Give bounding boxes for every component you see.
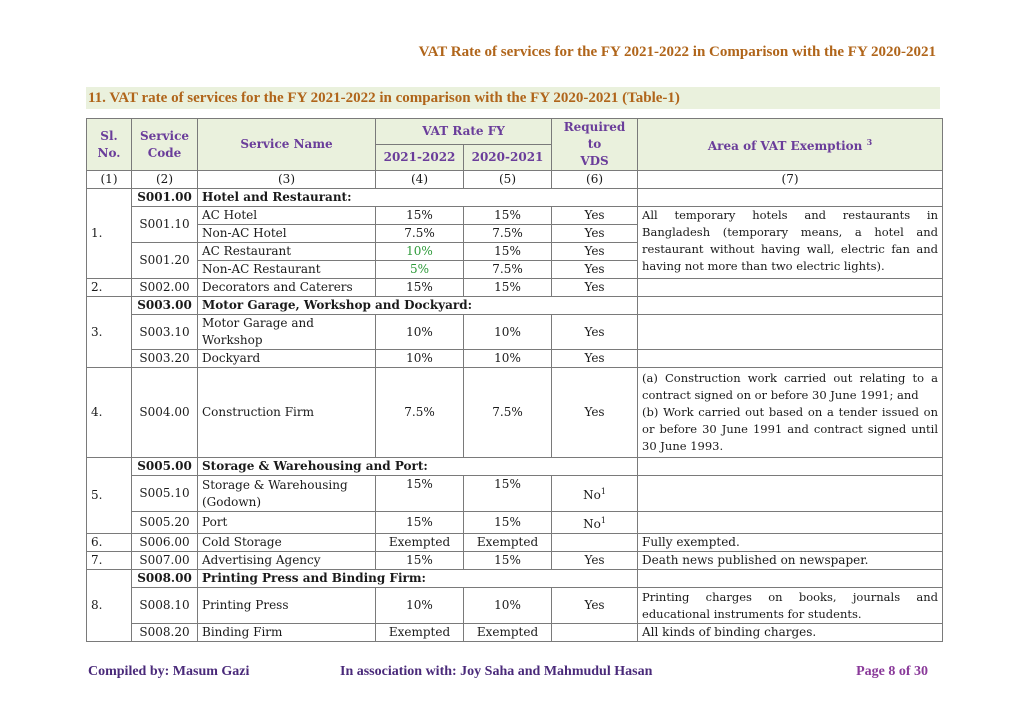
sl-cell: 7. (87, 552, 132, 570)
col-code-header: Service Code (132, 119, 198, 171)
fy1-cell: 15% (376, 552, 464, 570)
area-cell (638, 350, 943, 368)
area-cell: Fully exempted. (638, 534, 943, 552)
code-cell: S005.00 (132, 458, 198, 476)
section-title: 11. VAT rate of services for the FY 2021-2022 in comparison with the FY 2020-2021 (Table-1) (86, 87, 940, 109)
fy2-cell: Exempted (464, 624, 552, 642)
name-cell: Printing Press (198, 588, 376, 624)
col-number: (2) (132, 171, 198, 189)
table-row (87, 315, 943, 350)
code-cell: S001.20 (132, 243, 198, 279)
area-cell: All temporary hotels and restaurants in Bangladesh (temporary means, a hotel and restaurant without having wall, electric fan and having not more than two electric lights). (638, 207, 943, 279)
vds-cell: No$^1$ (552, 476, 638, 512)
fy2-cell: 15% (464, 243, 552, 261)
name-cell: Storage & Warehousing (Godown) (198, 476, 376, 512)
fy1-cell: 7.5% (376, 225, 464, 243)
fy2-cell: 10% (464, 350, 552, 368)
code-cell: S007.00 (132, 552, 198, 570)
code-cell: S008.10 (132, 588, 198, 624)
col-fy1-header: 2021-2022 (376, 145, 464, 171)
col-area-header: Area of VAT Exemption $^3$ (638, 119, 943, 171)
fy2-cell: Exempted (464, 534, 552, 552)
vds-cell: No$^1$ (552, 512, 638, 534)
col-rate-header: VAT Rate FY (376, 119, 552, 145)
code-cell: S008.00 (132, 570, 198, 588)
vat-rate-table (86, 118, 943, 642)
code-cell: S003.20 (132, 350, 198, 368)
vds-cell (552, 624, 638, 642)
sl-cell: 1. (87, 189, 132, 279)
area-cell (638, 279, 943, 297)
fy1-cell: 15% (376, 279, 464, 297)
fy1-cell: 10% (376, 243, 464, 261)
code-cell: S005.20 (132, 512, 198, 534)
sl-cell: 4. (87, 368, 132, 458)
name-cell: Motor Garage and Workshop (198, 315, 376, 350)
table-row (87, 458, 943, 476)
table-row (87, 512, 943, 534)
fy1-cell: 10% (376, 315, 464, 350)
area-cell (638, 297, 943, 315)
vds-cell: Yes (552, 279, 638, 297)
code-cell: S008.20 (132, 624, 198, 642)
col-fy2-header: 2020-2021 (464, 145, 552, 171)
vds-cell: Yes (552, 368, 638, 458)
table-row (87, 189, 943, 207)
area-cell (638, 512, 943, 534)
vds-cell: Yes (552, 552, 638, 570)
column-number-row (87, 171, 943, 189)
name-cell: Port (198, 512, 376, 534)
name-cell: Decorators and Caterers (198, 279, 376, 297)
name-cell: Cold Storage (198, 534, 376, 552)
fy1-cell: 7.5% (376, 368, 464, 458)
col-vds-header: Required to VDS (552, 119, 638, 171)
col-sl-header: Sl. No. (87, 119, 132, 171)
table-row (87, 279, 943, 297)
area-cell: All kinds of binding charges. (638, 624, 943, 642)
footer-page-number: Page 8 of 30 (856, 664, 928, 679)
fy1-cell: Exempted (376, 534, 464, 552)
sl-cell: 8. (87, 570, 132, 642)
fy1-cell: Exempted (376, 624, 464, 642)
vds-cell: Yes (552, 243, 638, 261)
area-cell (638, 570, 943, 588)
table-row (87, 476, 943, 512)
fy2-cell: 15% (464, 476, 552, 512)
area-text-b: (b) Work carried out based on a tender issued on or before 30 June 1991 and contract signed until 30 June 1993. (642, 405, 939, 453)
col-name-header: Service Name (198, 119, 376, 171)
table-row (87, 350, 943, 368)
table-row (87, 588, 943, 624)
area-cell (638, 476, 943, 512)
code-cell: S006.00 (132, 534, 198, 552)
name-cell: Storage & Warehousing and Port: (198, 458, 638, 476)
sl-cell: 5. (87, 458, 132, 534)
table-row (87, 552, 943, 570)
name-cell: AC Restaurant (198, 243, 376, 261)
fy1-cell: 15% (376, 207, 464, 225)
vds-cell: Yes (552, 315, 638, 350)
table-row (87, 207, 943, 225)
col-number: (4) (376, 171, 464, 189)
vds-cell: Yes (552, 225, 638, 243)
code-cell: S001.10 (132, 207, 198, 243)
sl-cell: 2. (87, 279, 132, 297)
area-cell: Death news published on newspaper. (638, 552, 943, 570)
code-cell: S003.10 (132, 315, 198, 350)
area-cell (638, 189, 943, 207)
fy1-cell: 10% (376, 350, 464, 368)
sl-cell: 6. (87, 534, 132, 552)
footer-association: In association with: Joy Saha and Mahmudul Hasan (340, 664, 653, 679)
code-cell: S005.10 (132, 476, 198, 512)
area-text-a: (a) Construction work carried out relating to a contract signed on or before 30 June 1991; and (642, 371, 939, 402)
fy2-cell: 15% (464, 279, 552, 297)
fy1-cell: 15% (376, 512, 464, 534)
name-cell: Binding Firm (198, 624, 376, 642)
area-cell (638, 368, 943, 458)
fy2-cell: 15% (464, 207, 552, 225)
name-cell: Printing Press and Binding Firm: (198, 570, 638, 588)
name-cell: Hotel and Restaurant: (198, 189, 638, 207)
fy2-cell: 7.5% (464, 225, 552, 243)
sl-cell: 3. (87, 297, 132, 368)
code-cell: S004.00 (132, 368, 198, 458)
code-cell: S003.00 (132, 297, 198, 315)
fy1-cell: 5% (376, 261, 464, 279)
vds-cell (552, 534, 638, 552)
name-cell: Motor Garage, Workshop and Dockyard: (198, 297, 638, 315)
area-cell (638, 315, 943, 350)
fy2-cell: 15% (464, 512, 552, 534)
col-number: (5) (464, 171, 552, 189)
table-row (87, 297, 943, 315)
area-cell (638, 458, 943, 476)
name-cell: AC Hotel (198, 207, 376, 225)
vds-cell: Yes (552, 261, 638, 279)
name-cell: Construction Firm (198, 368, 376, 458)
vds-cell: Yes (552, 588, 638, 624)
code-cell: S002.00 (132, 279, 198, 297)
fy1-cell: 15% (376, 476, 464, 512)
table-row (87, 570, 943, 588)
col-number: (1) (87, 171, 132, 189)
fy2-cell: 15% (464, 552, 552, 570)
col-number: (3) (198, 171, 376, 189)
page-header: VAT Rate of services for the FY 2021-2022 in Comparison with the FY 2020-2021 (418, 44, 936, 60)
vds-cell: Yes (552, 350, 638, 368)
fy2-cell: 7.5% (464, 368, 552, 458)
footer-compiled-by: Compiled by: Masum Gazi (88, 664, 250, 679)
area-cell: Printing charges on books, journals and educational instruments for students. (638, 588, 943, 624)
table-row (87, 534, 943, 552)
fy2-cell: 10% (464, 588, 552, 624)
fy2-cell: 7.5% (464, 261, 552, 279)
fy1-cell: 10% (376, 588, 464, 624)
table-row (87, 624, 943, 642)
table-row (87, 368, 943, 458)
name-cell: Advertising Agency (198, 552, 376, 570)
name-cell: Dockyard (198, 350, 376, 368)
name-cell: Non-AC Hotel (198, 225, 376, 243)
col-number: (6) (552, 171, 638, 189)
code-cell: S001.00 (132, 189, 198, 207)
vds-cell: Yes (552, 207, 638, 225)
fy2-cell: 10% (464, 315, 552, 350)
name-cell: Non-AC Restaurant (198, 261, 376, 279)
col-number: (7) (638, 171, 943, 189)
